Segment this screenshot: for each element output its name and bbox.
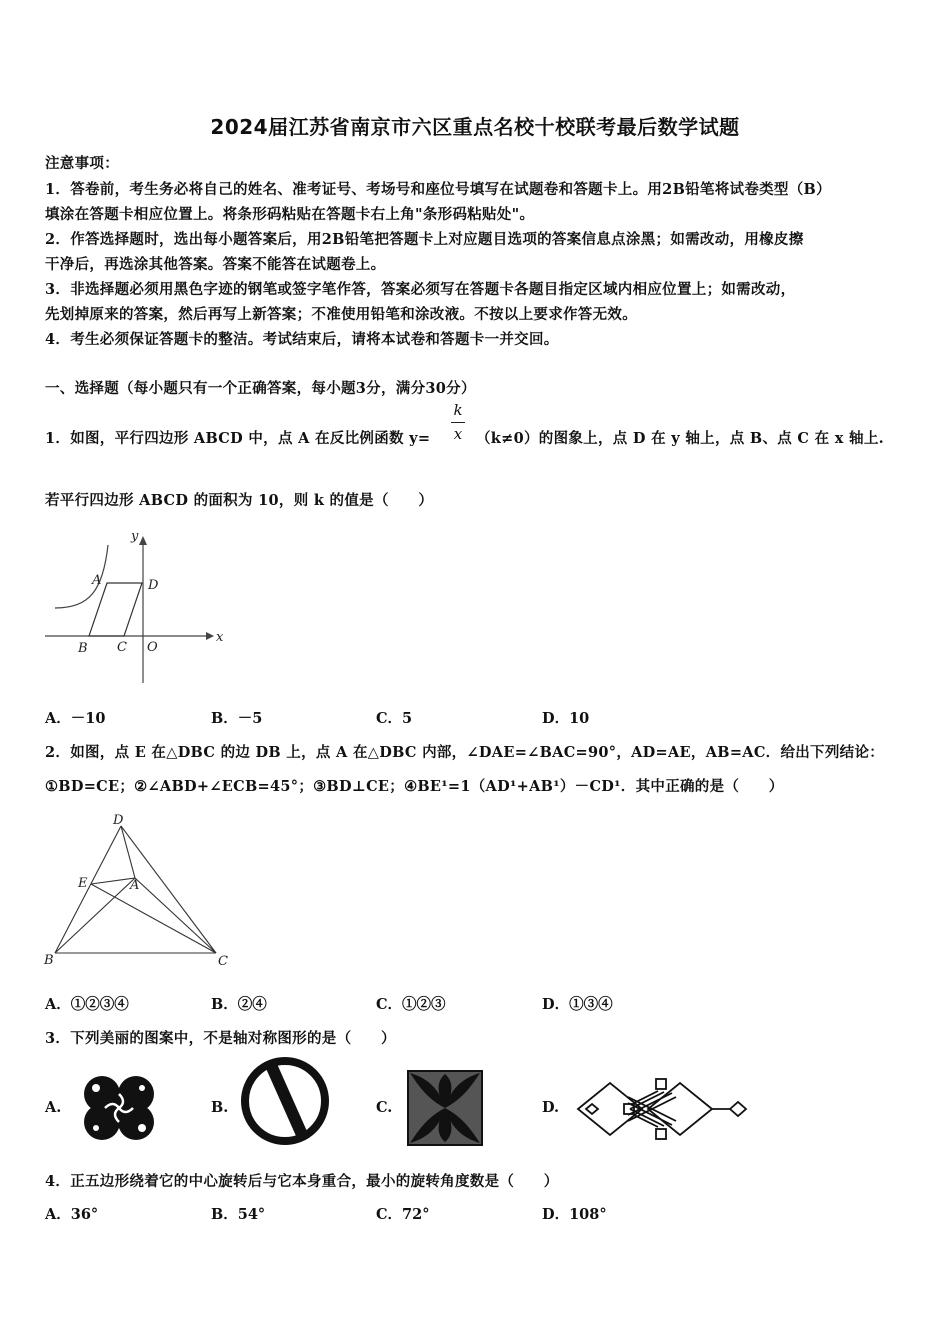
q4-option-c[interactable]: C．72° xyxy=(376,1206,430,1223)
q3-pattern-a xyxy=(84,1076,154,1140)
notice-line: 2．作答选择题时，选出每小题答案后，用2B铅笔把答题卡上对应题目选项的答案信息点涂黑；如需改动，用橡皮擦 xyxy=(45,231,804,248)
q2-option-d[interactable]: D．①③④ xyxy=(542,996,613,1013)
q2-option-c[interactable]: C．①②③ xyxy=(376,996,446,1013)
q3-option-a[interactable]: A. xyxy=(45,1099,62,1116)
q2-stem-line1: 2．如图，点 E 在△DBC 的边 DB 上，点 A 在△DBC 内部，∠DAE=∠BAC=90°，AD=AE，AB=AC．给出下列结论： xyxy=(45,744,885,761)
q3-pattern-b xyxy=(245,1061,325,1141)
q2-label-D: D xyxy=(113,813,124,828)
q4-option-b[interactable]: B．54° xyxy=(211,1206,266,1223)
q4-option-a[interactable]: A．36° xyxy=(45,1206,99,1223)
notice-line: 填涂在答题卡相应位置上。将条形码粘贴在答题卡右上角"条形码粘贴处"。 xyxy=(45,206,535,223)
q1-fraction-numerator: k xyxy=(453,401,463,419)
q1-label-C: C xyxy=(117,640,127,655)
q2-stem-line2: ①BD=CE；②∠ABD+∠ECB=45°；③BD⊥CE；④BE¹=1（AD¹+AB¹）－CD¹．其中正确的是（ ） xyxy=(45,778,784,795)
section-heading: 一、选择题（每小题只有一个正确答案，每小题3分，满分30分） xyxy=(45,380,476,397)
q3-pattern-d xyxy=(578,1079,746,1139)
q1-label-A: A xyxy=(92,573,102,588)
q2-label-A: A xyxy=(130,878,140,893)
notice-line: 先划掉原来的答案，然后再写上新答案；不准使用铅笔和涂改液。不按以上要求作答无效。 xyxy=(45,306,637,323)
q1-fraction-denominator: x xyxy=(453,425,463,443)
q1-option-d[interactable]: D．10 xyxy=(542,710,590,727)
q3-option-d[interactable]: D. xyxy=(542,1099,560,1116)
q1-label-y: y xyxy=(131,529,139,544)
page-title: 2024届江苏省南京市六区重点名校十校联考最后数学试题 xyxy=(210,115,740,139)
notice-line: 干净后，再选涂其他答案。答案不能答在试题卷上。 xyxy=(45,256,386,273)
q2-option-a[interactable]: A．①②③④ xyxy=(45,996,129,1013)
q1-option-c[interactable]: C．5 xyxy=(376,710,413,727)
q1-stem-part1: 1．如图，平行四边形 ABCD 中，点 A 在反比例函数 y= xyxy=(45,430,431,447)
q3-pattern-c xyxy=(408,1071,482,1145)
q3-option-c[interactable]: C. xyxy=(376,1099,393,1116)
q4-stem: 4．正五边形绕着它的中心旋转后与它本身重合，最小的旋转角度数是（ ） xyxy=(45,1173,559,1190)
q2-option-b[interactable]: B．②④ xyxy=(211,996,267,1013)
q1-option-a[interactable]: A．－10 xyxy=(45,710,106,727)
notice-line: 4．考生必须保证答题卡的整洁。考试结束后，请将本试卷和答题卡一并交回。 xyxy=(45,331,559,348)
q1-label-O: O xyxy=(147,640,158,655)
q1-stem-line2: 若平行四边形 ABCD 的面积为 10，则 k 的值是（ ） xyxy=(45,492,434,509)
q1-option-b[interactable]: B．－5 xyxy=(211,710,263,727)
notice-line: 1．答卷前，考生务必将自己的姓名、准考证号、考场号和座位号填写在试题卷和答题卡上。用2B铅笔将试卷类型（B） xyxy=(45,181,831,198)
q1-label-x: x xyxy=(216,630,224,645)
notice-heading: 注意事项： xyxy=(45,155,119,172)
q3-option-b[interactable]: B. xyxy=(211,1099,229,1116)
q3-stem: 3．下列美丽的图案中，不是轴对称图形的是（ ） xyxy=(45,1030,396,1047)
q2-label-E: E xyxy=(78,876,88,891)
q2-label-B: B xyxy=(44,953,54,968)
q1-label-B: B xyxy=(78,641,88,656)
q1-label-D: D xyxy=(148,578,159,593)
q2-label-C: C xyxy=(218,954,228,969)
q4-option-d[interactable]: D．108° xyxy=(542,1206,607,1223)
notice-line: 3．非选择题必须用黑色字迹的钢笔或签字笔作答，答案必须写在答题卡各题目指定区域内相应位置上；如需改动， xyxy=(45,281,796,298)
q1-stem-part2: （k≠0）的图象上，点 D 在 y 轴上，点 B、点 C 在 x 轴上. xyxy=(476,430,885,447)
